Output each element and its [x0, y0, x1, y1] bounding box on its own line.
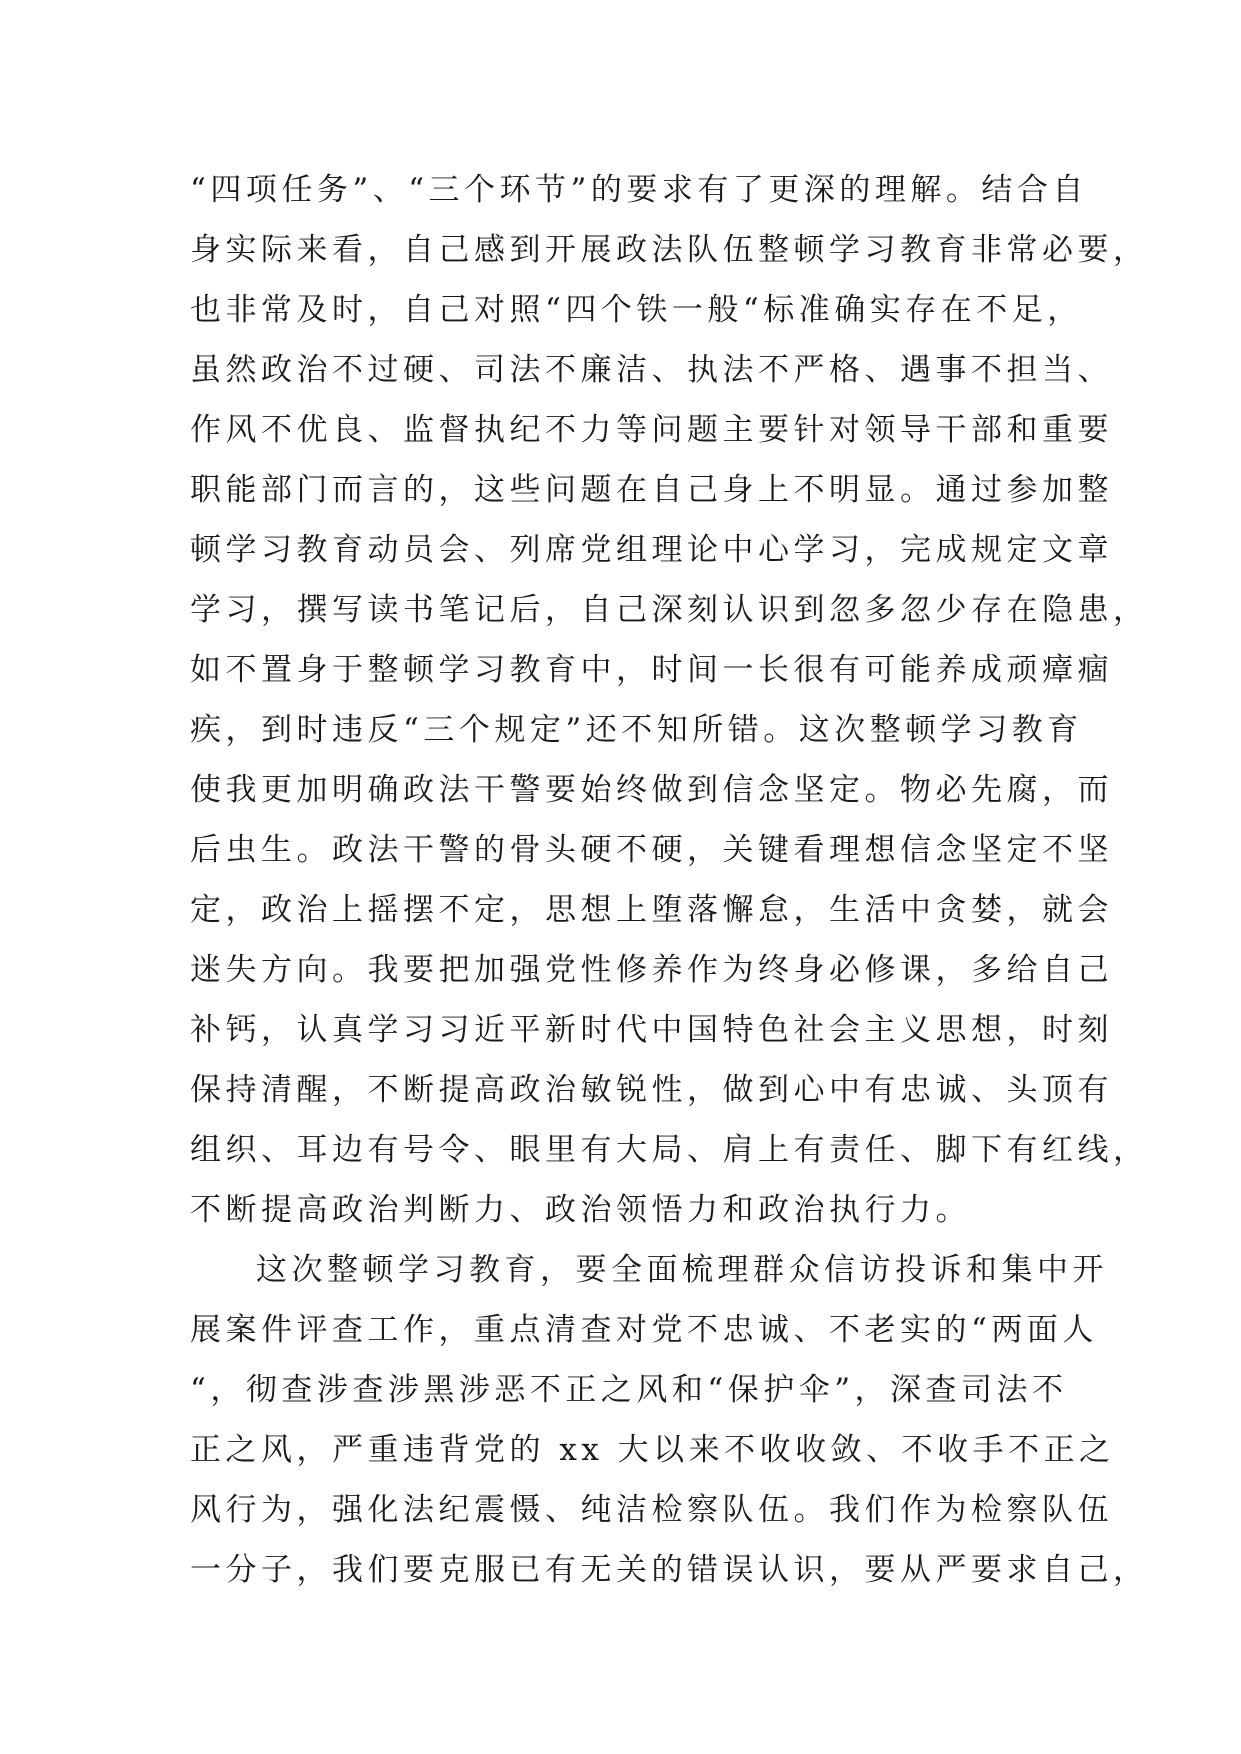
text-line: 虽然政治不过硬、司法不廉洁、执法不严格、遇事不担当、	[190, 352, 1113, 388]
text-line: 补钙，认真学习习近平新时代中国特色社会主义思想，时刻	[190, 1012, 1113, 1048]
paragraph-2	[190, 1240, 1149, 1600]
text-line: 不断提高政治判断力、政治领悟力和政治执行力。	[190, 1192, 971, 1228]
text-line: 组织、耳边有号令、眼里有大局、肩上有责任、脚下有红线，	[190, 1132, 1149, 1168]
text-line: 展案件评查工作，重点清查对党不忠诚、不老实的“两面人	[190, 1312, 1098, 1348]
text-line: 定，政治上摇摆不定，思想上堕落懈怠，生活中贪婪，就会	[190, 892, 1113, 928]
text-line: 保持清醒，不断提高政治敏锐性，做到心中有忠诚、头顶有	[190, 1072, 1113, 1108]
text-line: 作风不优良、监督执纪不力等问题主要针对领导干部和重要	[190, 412, 1113, 448]
text-line: “，彻查涉查涉黑涉恶不正之风和“保护伞”，深查司法不	[190, 1372, 1068, 1408]
document-body	[190, 160, 1149, 1600]
text-line: 后虫生。政法干警的骨头硬不硬，关键看理想信念坚定不坚	[190, 832, 1113, 868]
text-line: 学习，撰写读书笔记后，自己深刻认识到忽多忽少存在隐患，	[190, 592, 1149, 628]
text-line: 身实际来看，自己感到开展政法队伍整顿学习教育非常必要，	[190, 232, 1149, 268]
text-line: 职能部门而言的，这些问题在自己身上不明显。通过参加整	[190, 472, 1113, 508]
text-line-indented: 这次整顿学习教育，要全面梳理群众信访投诉和集中开	[256, 1252, 1108, 1288]
paragraph-1	[190, 160, 1149, 1240]
text-line: 如不置身于整顿学习教育中，时间一长很有可能养成顽瘴痼	[190, 652, 1113, 688]
text-line: 风行为，强化法纪震慑、纯洁检察队伍。我们作为检察队伍	[190, 1492, 1113, 1528]
text-line: 疾，到时违反“三个规定”还不知所错。这次整顿学习教育	[190, 712, 1083, 748]
text-line: 正之风，严重违背党的 xx 大以来不收收敛、不收手不正之	[190, 1432, 1115, 1468]
text-line: 迷失方向。我要把加强党性修养作为终身必修课，多给自己	[190, 952, 1113, 988]
text-line: 也非常及时，自己对照“四个铁一般“标准确实存在不足，	[190, 292, 1083, 328]
text-line: “四项任务”、“三个环节”的要求有了更深的理解。结合自	[190, 172, 1088, 208]
text-line: 顿学习教育动员会、列席党组理论中心学习，完成规定文章	[190, 532, 1113, 568]
text-line: 一分子，我们要克服已有无关的错误认识，要从严要求自己，	[190, 1552, 1149, 1588]
text-line: 使我更加明确政法干警要始终做到信念坚定。物必先腐，而	[190, 772, 1113, 808]
